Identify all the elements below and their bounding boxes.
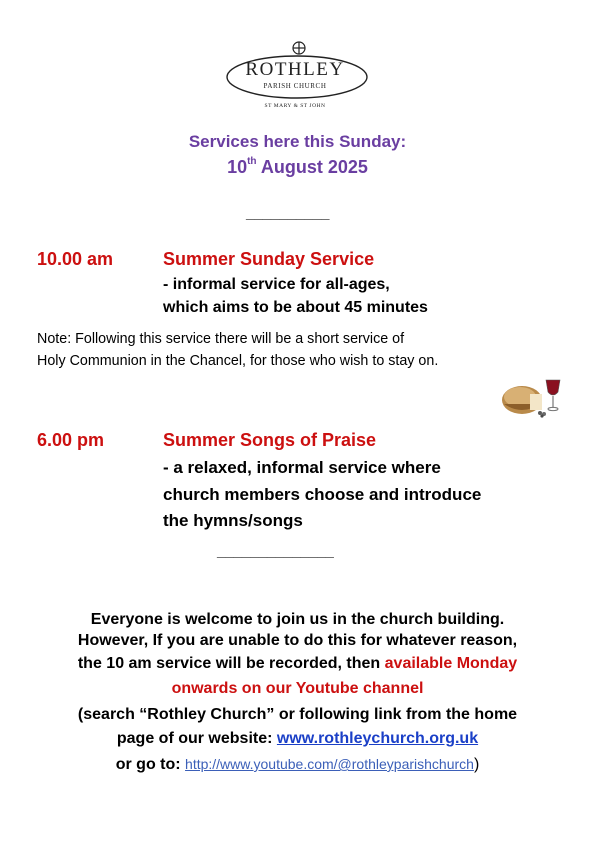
footer-line-3-text: the 10 am service will be recorded, then xyxy=(77,655,385,672)
service-1-desc-line-2: which aims to be about 45 minutes xyxy=(163,299,428,316)
bread-and-wine-icon xyxy=(500,372,562,420)
logo-name: ROTHLEY xyxy=(245,59,345,80)
footer-line-6-text: page of our website: xyxy=(116,730,277,747)
footer-line-7-close: ) xyxy=(473,756,480,773)
footer-line-4: onwards on our Youtube channel xyxy=(171,680,424,697)
service-1-note-line-2: Holy Communion in the Chancel, for those who wish to stay on. xyxy=(37,353,439,369)
footer-line-5: (search “Rothley Church” or following link from the home xyxy=(77,706,518,723)
footer-line-3 xyxy=(0,655,595,673)
footer-line-7 xyxy=(0,756,595,774)
logo-subtitle: PARISH CHURCH xyxy=(263,82,327,90)
service-1-time: 10.00 am xyxy=(37,249,114,269)
date-day: 10 xyxy=(227,157,248,177)
service-2-title: Summer Songs of Praise xyxy=(163,430,377,450)
footer-highlight: available Monday xyxy=(384,655,518,672)
divider: __________ xyxy=(246,205,330,222)
service-2-desc-line-1: - a relaxed, informal service where xyxy=(163,458,441,477)
service-2-time: 6.00 pm xyxy=(37,430,105,450)
service-2-desc-line-2: church members choose and introduce xyxy=(163,485,482,504)
footer-line-6 xyxy=(0,730,595,748)
header-title: Services here this Sunday: xyxy=(188,132,407,151)
divider: ______________ xyxy=(217,543,334,560)
footer-line-2: However, If you are unable to do this for whatever reason, xyxy=(77,632,518,649)
logo-tagline: ST MARY & ST JOHN xyxy=(264,103,326,109)
date-rest: August 2025 xyxy=(256,157,368,177)
website-link[interactable]: www.rothleychurch.org.uk xyxy=(276,730,479,747)
date-suffix: th xyxy=(247,156,257,167)
service-1-title: Summer Sunday Service xyxy=(163,249,375,269)
youtube-link[interactable]: http://www.youtube.com/@rothleyparishchurch xyxy=(185,756,474,772)
footer-line-1: Everyone is welcome to join us in the church building. xyxy=(90,611,505,628)
service-1-note-line-1: Note: Following this service there will be a short service of xyxy=(37,331,405,347)
header-date xyxy=(0,157,595,178)
service-1-desc-line-1: - informal service for all-ages, xyxy=(163,276,390,293)
footer-line-7-text: or go to: xyxy=(115,756,186,773)
service-2-desc-line-3: the hymns/songs xyxy=(163,511,303,530)
church-logo xyxy=(218,40,368,112)
